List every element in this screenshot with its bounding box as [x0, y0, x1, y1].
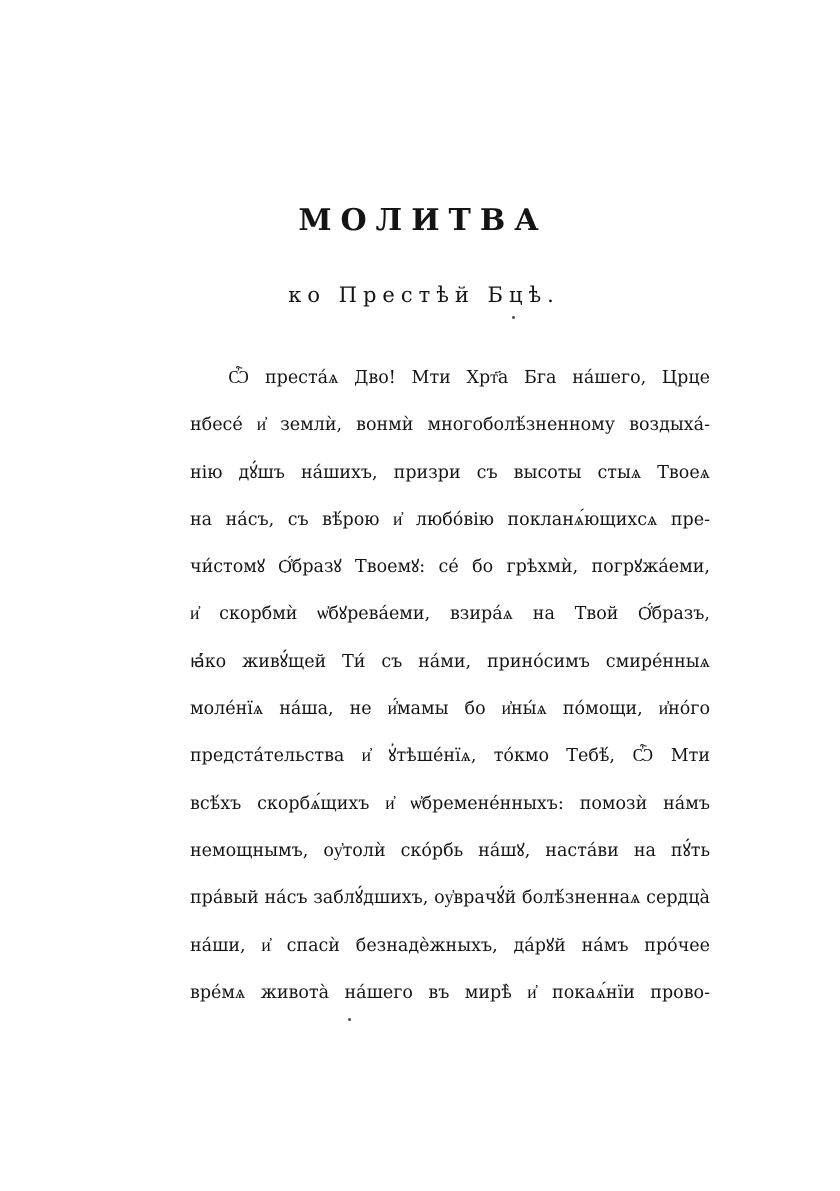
text-line: на на́съ, съ вѣ́рою и҆ любо́вію покланѧ́ющихсѧ пре-: [190, 509, 710, 530]
text-line: ꙗ҆́ко живꙋ́щей Ти́ съ на́ми, прино́симъ смире́нныѧ: [190, 651, 710, 672]
print-speck: [348, 1018, 351, 1021]
prayer-text: [190, 358, 710, 1020]
text-line: и҆ скорбмѝ ѡ҆бꙋрева́еми, взира́ѧ на Твой Ѻ҆́бразъ,: [190, 604, 710, 625]
text-line: чи́стомꙋ Ѻ҆́бразꙋ Твоемꙋ: се́ бо грѣхмѝ, погрꙋжа́еми,: [190, 557, 710, 578]
text-line: нію дꙋ́шъ на́шихъ, призри съ высоты стыѧ Твоеѧ: [190, 462, 710, 483]
page-title: МОЛИТВА: [298, 203, 548, 238]
text-line: пра́вый на́съ заблꙋ́дшихъ, оу҆врачꙋ́й болѣ́зненнаѧ сердца̀: [190, 888, 710, 909]
text-line: на́ши, и҆ спасѝ безнадѐжныхъ, да́рꙋй на́мъ про́чее: [190, 935, 710, 956]
page-subtitle: ко Престѣй Бцѣ.: [288, 283, 560, 307]
text-line: всѣ́хъ скорбѧ́щихъ и҆ ѡ҆бремене́нныхъ: помозѝ на́мъ: [190, 793, 710, 814]
text-line: предста́тельства и҆ ꙋ҆тѣше́нїѧ, то́кмо Тебѣ́, Ѽ Мти: [190, 746, 710, 767]
text-line: моле́нїѧ на́ша, не и҆́мамы бо и҆ны́ѧ по́мощи, и҆но́го: [190, 699, 710, 720]
print-speck: [512, 316, 515, 319]
text-line: вре́мѧ живота̀ на́шего въ мирѣ̀ и҆ покаѧ́нїи прово-: [190, 982, 710, 1003]
text-line: Ѽ преста́ѧ Дво! Мти Хрт҃а Бга на́шего, Црце: [228, 368, 710, 388]
text-line: нбесе́ и҆ землѝ, вонмѝ многоболѣ́зненному воздыха́-: [190, 415, 710, 436]
text-line: немощнымъ, оу҆толѝ ско́рбь на́шꙋ, наста́ви на пꙋ́ть: [190, 840, 710, 861]
